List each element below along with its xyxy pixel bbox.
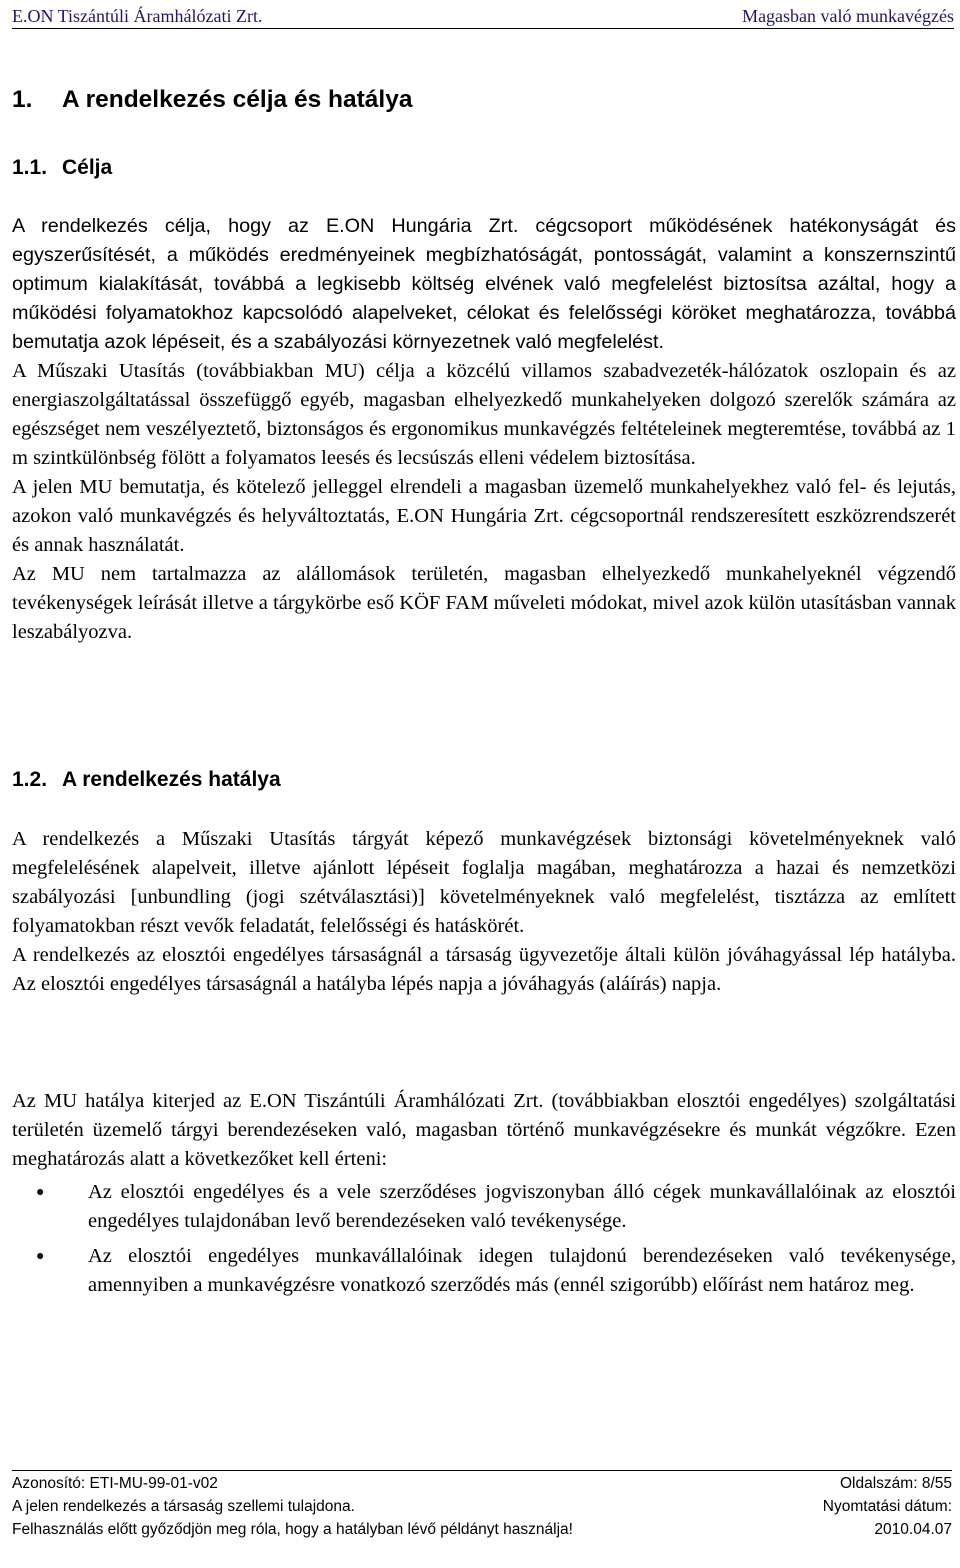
header-company: E.ON Tiszántúli Áramhálózati Zrt. <box>12 6 263 26</box>
page-footer <box>12 1470 952 1567</box>
footer-row <box>12 1475 952 1497</box>
footer-row <box>12 1521 952 1543</box>
cel-paragraph: A jelen MU bemutatja, és kötelező jelleggel elrendeli a magasban üzemelő munkahelyekhez való fel- és lejutás, azokon való munkavégzés és helyváltoztatás, E.ON Hungária Zrt. cégcsoportnál rendszeresített eszközrendszerét és annak használatát. <box>12 476 956 556</box>
footer-print-date: 2010.04.07 <box>874 1521 952 1538</box>
scope-paragraph: Az MU hatálya kiterjed az E.ON Tiszántúli Áramhálózati Zrt. (továbbiakban elosztói engedélyes) szolgáltatási területén üzemelő tárgyi berendezéseken való, magasban történő munkavégzésekre és munkát végzőkre. Ezen meghatározás alatt a következőket kell érteni: <box>12 1090 956 1170</box>
section-1-number: 1. <box>12 86 33 113</box>
section-1-1-title: Célja <box>62 156 113 179</box>
cel-paragraph: Az MU nem tartalmazza az alállomások területén, magasban elhelyezkedő munkahelyeknél végzendő tevékenységek leírását illetve a tárgykörbe eső KÖF FAM műveleti módokat, mivel azok külön utasításban vannak leszabályozva. <box>12 563 956 643</box>
scope-section <box>12 1087 956 1174</box>
scope-bullet-item: ● Az elosztói engedélyes és a vele szerződéses jogviszonyban álló cégek munkavállalóinak az elosztói engedélyes tulajdonában levő berendezéseken való tevékenysége. <box>12 1178 956 1236</box>
header-doc-title: Magasban való munkavégzés <box>742 6 954 26</box>
footer-identifier: Azonosító: ETI-MU-99-01-v02 <box>12 1475 218 1492</box>
page-header <box>12 4 954 29</box>
cel-paragraph: A Műszaki Utasítás (továbbiakban MU) célja a közcélú villamos szabadvezeték-hálózatok oszlopain és az energiaszolgáltatással összefüggő egyéb, magasban elhelyezkedő munkahelyeken dolgozó szerelők számára az egészséget nem veszélyeztető, biztonságos és ergonomikus munkavégzés feltételeinek megteremtése, továbbá az 1 m szintkülönbség fölött a folyamatos leesés és lecsúszás elleni védelem biztosítása. <box>12 360 956 469</box>
scope-bullet-item: ● Az elosztói engedélyes munkavállalóinak idegen tulajdonú berendezéseken való tevékenysége, amennyiben a munkavégzésre vonatkozó szerződés más (ennél szigorúbb) előírást nem határoz meg. <box>12 1242 956 1300</box>
section-1-title: A rendelkezés célja és hatálya <box>62 86 413 113</box>
hataly-paragraph: A rendelkezés a Műszaki Utasítás tárgyát képező munkavégzések biztonsági követelményeknek való megfelelésének alapelveit, illetve ajánlott lépéseit foglalja magában, meghatározza a hazai és nemzetközi szabályozási [unbundling (jogi szétválasztási)] követelményeknek való megfelelést, tisztázza az említett folyamatokban részt vevők feladatát, felelősségi és hatáskörét. <box>12 828 956 937</box>
cel-paragraph: A rendelkezés célja, hogy az E.ON Hungária Zrt. cégcsoport működésének hatékonyságát és egyszerűsítését, a működés eredményeinek megbízhatóságát, pontosságát, valamint a konszernszintű optimum kialakítását, továbbá a legkisebb költség elvének való megfelelést biztosítsa azáltal, hogy a működési folyamatokhoz kapcsolódó alapelveket, célokat és felelősségi köröket meghatározza, továbbá bemutatja azok lépéseit, és a szabályozási környezetnek való megfelelést. <box>12 215 956 353</box>
section-1-2-title: A rendelkezés hatálya <box>62 768 281 791</box>
section-1-1-number: 1.1. <box>12 156 48 179</box>
footer-row <box>12 1498 952 1520</box>
footer-warning: Felhasználás előtt győződjön meg róla, hogy a hatályban lévő példányt használja! <box>12 1521 573 1538</box>
cel-section-body <box>12 212 956 647</box>
section-1-2-heading <box>12 768 281 792</box>
section-1-2-number: 1.2. <box>12 768 48 791</box>
footer-print-date-label: Nyomtatási dátum: <box>822 1498 952 1515</box>
footer-ownership: A jelen rendelkezés a társaság szellemi tulajdona. <box>12 1498 355 1515</box>
section-1-1-heading <box>12 156 112 180</box>
footer-page-number: Oldalszám: 8/55 <box>840 1475 952 1492</box>
scope-bullet-list <box>12 1178 956 1306</box>
hataly-section-body <box>12 825 956 999</box>
section-1-heading <box>12 86 412 114</box>
hataly-paragraph: A rendelkezés az elosztói engedélyes társaságnál a társaság ügyvezetője általi külön jóváhagyással lép hatályba. Az elosztói engedélyes társaságnál a hatályba lépés napja a jóváhagyás (aláírás) napja. <box>12 944 956 995</box>
